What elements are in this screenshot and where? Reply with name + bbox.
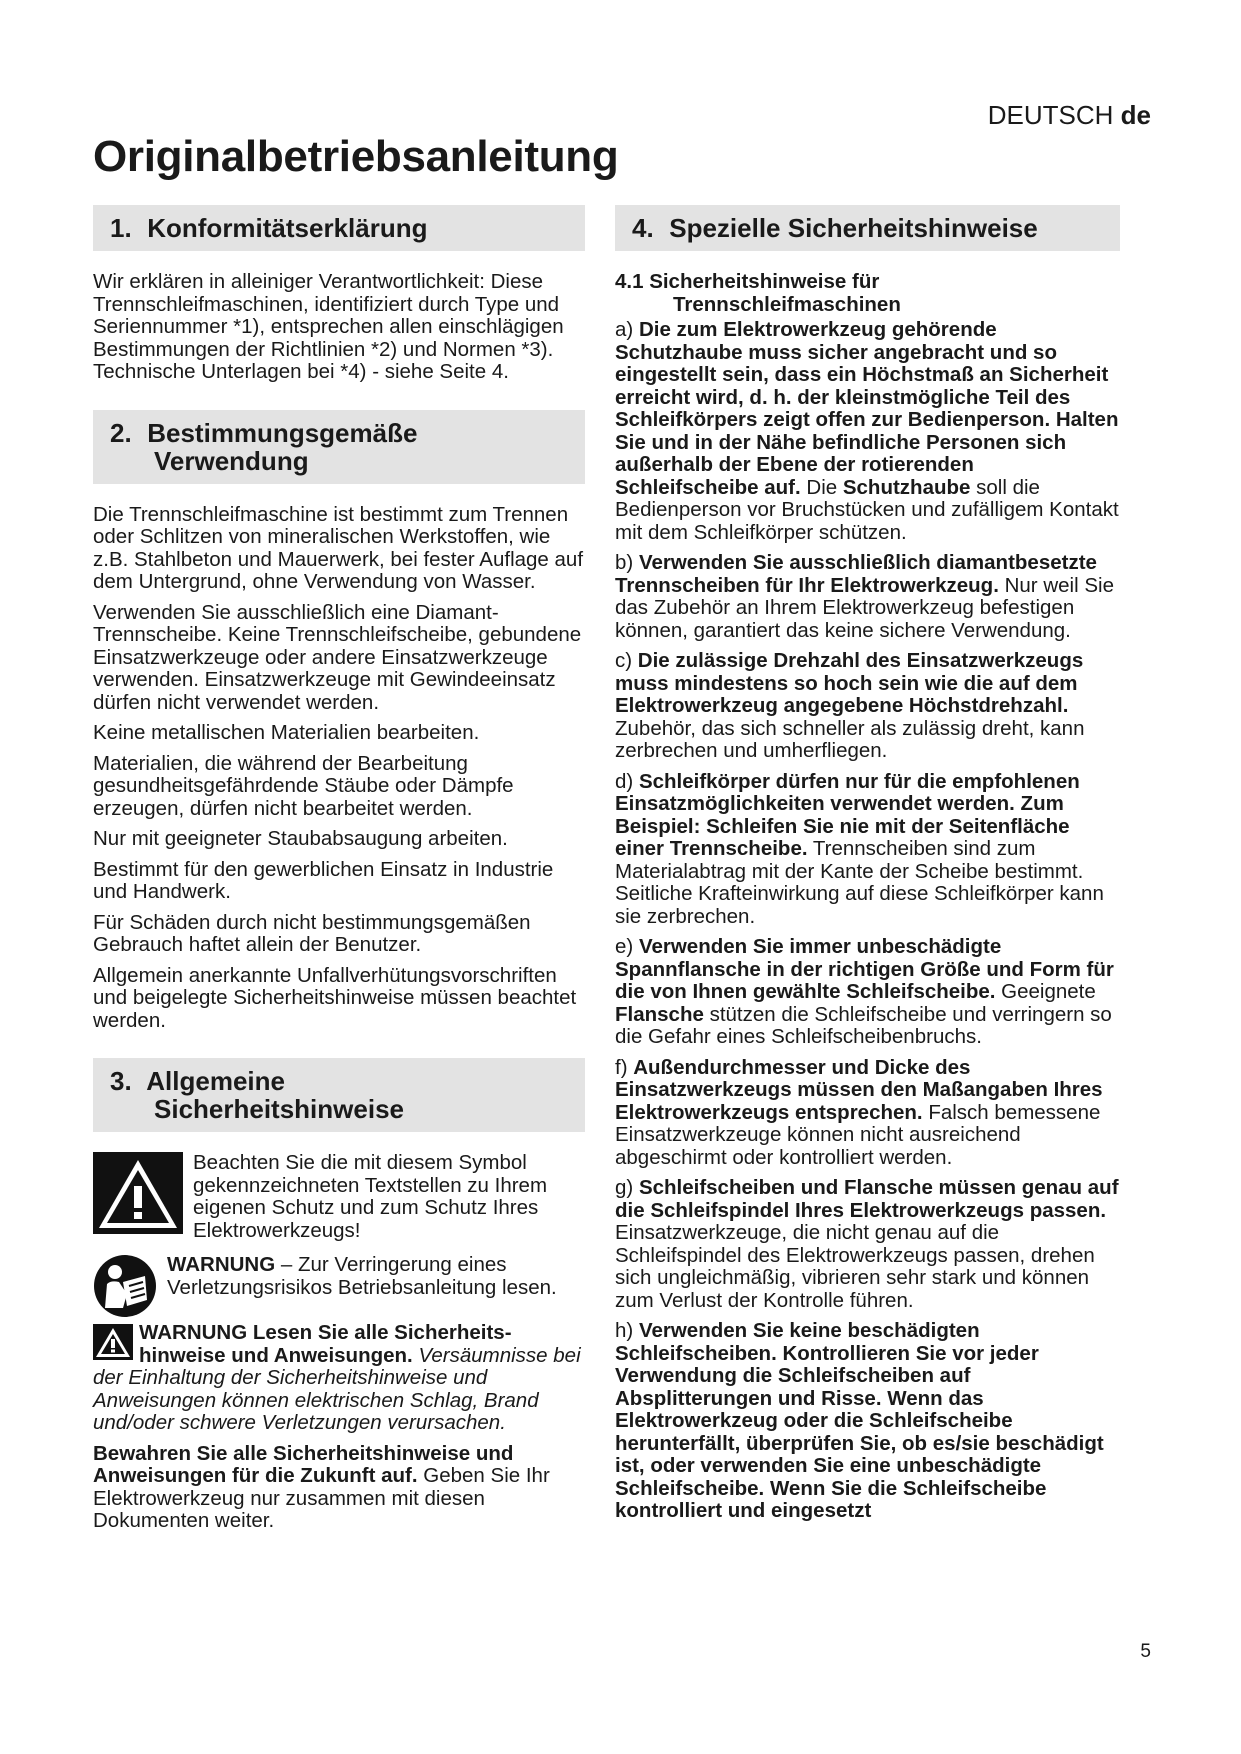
section-2-paragraph: Die Trennschleifmaschine ist bestimmt zum Trennen oder Schlitzen von mineralischen Werkstoffen, wie z.B. Stahlbeton und Mauerwerk, bei fester Auflage auf dem Untergrund, ohne Verwendung von Wasser. xyxy=(93,502,584,593)
section-1-heading: 1. Konformitätserklärung xyxy=(93,205,585,251)
left-column xyxy=(93,205,585,1541)
right-column xyxy=(615,205,1120,1531)
section-2-heading: 2. Bestimmungsgemäße Verwendung xyxy=(93,410,585,484)
section-2-paragraph: Materialien, die während der Bearbeitung gesundheitsgefährdende Stäube oder Dämpfe erzeugen, dürfen nicht bearbeitet werden. xyxy=(93,751,514,820)
section-2-paragraph: Keine metallischen Materialien bearbeiten. xyxy=(93,721,480,744)
read-manual-warning xyxy=(93,1254,585,1318)
section-2-paragraph: Verwenden Sie ausschließlich eine Diamant-Trennscheibe. Keine Trennschleifscheibe, gebundene Einsatzwerkzeuge oder andere Einsatzwerkzeuge verwenden. Einsatzwerkzeuge mit Gewindeeinsatz dürfen nicht verwendet werden. xyxy=(93,600,582,714)
small-warning-icon xyxy=(93,1324,133,1360)
section-3-heading: 3. Allgemeine Sicherheitshinweise xyxy=(93,1058,585,1132)
safety-item: g) Schleifscheiben und Flansche müssen genau auf die Schleifspindel Ihres Elektrowerkzeugs passen. Einsatzwerkzeuge, die nicht genau auf die Schleifspindel des Elektrowerkzeugs passen, drehen sich ungleichmäßig, vibrieren sehr stark und können zum Verlust der Kontrolle führen. xyxy=(615,1176,1119,1312)
section-2-paragraph: Nur mit geeigneter Staubabsaugung arbeiten. xyxy=(93,827,508,850)
warning-symbol-note xyxy=(93,1152,585,1250)
read-manual-icon xyxy=(93,1254,157,1318)
safety-item: c) Die zulässige Drehzahl des Einsatzwerkzeugs muss mindestens so hoch sein wie die auf dem Elektrowerkzeug angegebene Höchstdrehzahl. Zubehör, das sich schneller als zulässig dreht, kann zerbrechen und umherfliegen. xyxy=(615,649,1085,762)
language-label: DEUTSCH de xyxy=(987,100,1151,130)
safety-item: h) Verwenden Sie keine beschädigten Schleifscheiben. Kontrollieren Sie vor jeder Verwendung die Schleifscheiben auf Absplitterungen und Risse. Wenn das Elektrowerkzeug oder die Schleifscheibe herunterfällt, überprüfen Sie, ob es/sie beschädigt ist, oder verwenden Sie eine unbeschädigte Schleifscheibe. Wenn Sie die Schleifscheibe kontrolliert und eingesetzt xyxy=(615,1319,1104,1522)
section-4-heading: 4. Spezielle Sicherheitshinweise xyxy=(615,205,1120,251)
section-1-text: Wir erklären in alleiniger Verantwortlichkeit: Diese Trennschleifmaschinen, identifiziert durch Type und Seriennummer *1), entsprechen allen einschlägigen Bestimmungen der Richtlinien *2) und Normen *3). Technische Unterlagen bei *4) - siehe Seite 4. xyxy=(93,270,564,383)
safety-item: e) Verwenden Sie immer unbeschädigte Spannflansche in der richtigen Größe und Form für die von Ihnen gewählte Schleifscheibe. Geeignete Flansche stützen die Schleifscheibe und verringern so die Gefahr eines Schleifscheibenbruchs. xyxy=(615,935,1114,1048)
subsection-4-1-heading: 4.1 Sicherheitshinweise für Trennschleifmaschinen xyxy=(615,270,901,316)
read-manual-text: WARNUNG – Zur Verringerung eines Verletzungsrisikos Betriebsanleitung lesen. xyxy=(167,1253,557,1299)
safety-item: a) Die zum Elektrowerkzeug gehörende Schutzhaube muss sicher angebracht und so eingestellt sein, dass ein Höchstmaß an Sicherheit erreicht wird, d. h. der kleinstmögliche Teil des Schleifkörpers zeigt offen zur Bedienperson. Halten Sie und in der Nähe befindliche Personen sich außerhalb der Ebene der rotierenden Schleifscheibe auf. Die Schutzhaube soll die Bedienperson vor Bruchstücken und zufälligem Kontakt mit dem Schleifkörper schützen. xyxy=(615,318,1119,544)
safety-item: f) Außendurchmesser und Dicke des Einsatzwerkzeugs müssen den Maßangaben Ihres Elektrowerkzeugs entsprechen. Falsch bemessene Einsatzwerkzeuge können nicht ausreichend abgeschirmt oder kontrolliert werden. xyxy=(615,1055,1103,1169)
warning-triangle-icon xyxy=(93,1152,183,1234)
section-2-paragraph: Für Schäden durch nicht bestimmungsgemäßen Gebrauch haftet allein der Benutzer. xyxy=(93,910,531,956)
page-number: 5 xyxy=(1140,1641,1151,1662)
safety-item: b) Verwenden Sie ausschließlich diamantbesetzte Trennscheiben für Ihr Elektrowerkzeug. Nur weil Sie das Zubehör an Ihrem Elektrowerkzeug befestigen können, garantiert das keine sichere Verwendung. xyxy=(615,551,1114,642)
section-2-paragraph: Bestimmt für den gewerblichen Einsatz in Industrie und Handwerk. xyxy=(93,857,554,903)
safety-item: d) Schleifkörper dürfen nur für die empfohlenen Einsatzmöglichkeiten verwendet werden. Zum Beispiel: Schleifen Sie nie mit der Seitenfläche einer Trennscheibe. Trennscheiben sind zum Materialabtrag mit der Kante der Scheibe bestimmt. Seitliche Krafteinwirkung auf diese Schleifkörper kann sie zerbrechen. xyxy=(615,769,1104,928)
page-title: Originalbetriebsanleitung xyxy=(93,132,619,181)
general-warning: WARNUNG Lesen Sie alle Sicherheits-hinweise und Anweisungen. Versäumnisse bei der Einhaltung der Sicherheitshinweise und Anweisungen können elektrischen Schlag, Brand und/oder schwere Verletzungen verursachen. xyxy=(93,1321,581,1434)
section-2-paragraph: Allgemein anerkannte Unfallverhütungsvorschriften und beigelegte Sicherheitshinweise müssen beachtet werden. xyxy=(93,963,577,1032)
warning-symbol-text: Beachten Sie die mit diesem Symbol gekennzeichneten Textstellen zu Ihrem eigenen Schutz und zum Schutz Ihres Elektrowerkzeugs! xyxy=(193,1151,548,1242)
keep-instructions: Bewahren Sie alle Sicherheitshinweise und Anweisungen für die Zukunft auf. Geben Sie Ihr Elektrowerkzeug nur zusammen mit diesen Dokumenten weiter. xyxy=(93,1441,550,1532)
